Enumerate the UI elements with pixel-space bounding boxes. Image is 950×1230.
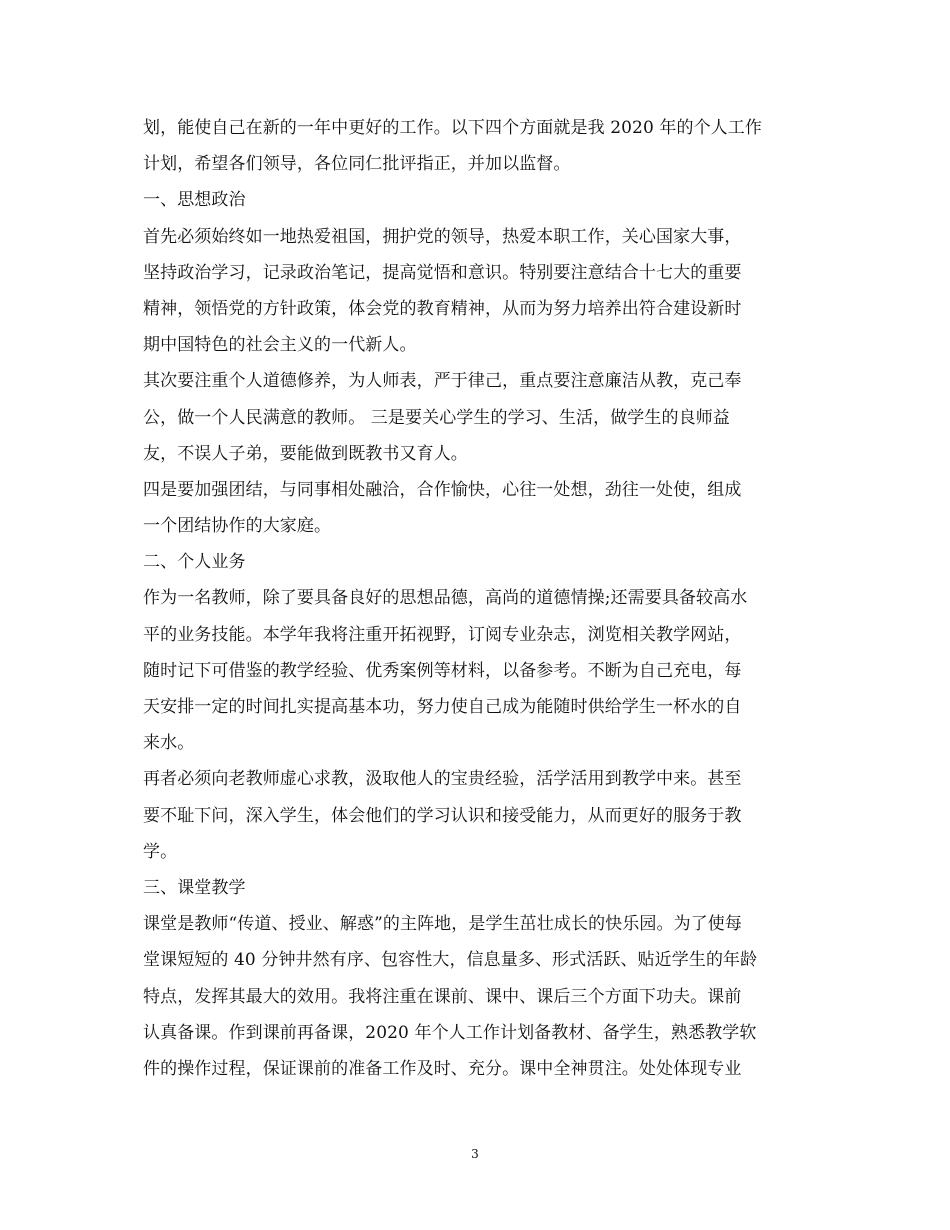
document-body <box>143 110 808 1087</box>
page-number: 3 <box>471 1147 479 1161</box>
text-line: 学。 <box>143 841 178 862</box>
text-line: 作为一名教师，除了要具备良好的思想品德，高尚的道德情操;还需要具备较高水 <box>143 588 748 609</box>
text-line: 来水。 <box>143 733 195 754</box>
text-line: 再者必须向老教师虚心求教，汲取他人的宝贵经验，活学活用到教学中来。甚至 <box>143 769 742 790</box>
text-line: 随时记下可借鉴的教学经验、优秀案例等材料，以备参考。不断为自己充电，每 <box>143 660 742 681</box>
text-line: 四是要加强团结，与同事相处融洽，合作愉快，心往一处想，劲往一处使，组成 <box>143 479 742 500</box>
text-line: 天安排一定的时间扎实提高基本功，努力使自己成为能随时供给学生一杯水的自 <box>143 697 742 717</box>
text-line: 课堂是教师“传道、授业、解惑”的主阵地，是学生茁壮成长的快乐园。为了使每 <box>143 914 742 935</box>
text-line: 期中国特色的社会主义的一代新人。 <box>143 335 417 356</box>
text-line: 特点，发挥其最大的效用。我将注重在课前、课中、课后三个方面下功夫。课前 <box>143 986 742 1007</box>
text-line: 公，做一个人民满意的教师。 三是要关心学生的学习、生活，做学生的良师益 <box>143 407 730 428</box>
text-line: 要不耻下问，深入学生，体会他们的学习认识和接受能力，从而更好的服务于教 <box>143 805 742 826</box>
text-line: 友，不误人子弟，要能做到既教书又育人。 <box>143 443 468 464</box>
text-line: 堂课短短的 40 分钟井然有序、包容性大，信息量多、形式活跃、贴近学生的年龄 <box>143 950 758 971</box>
text-line: 一个团结协作的大家庭。 <box>143 516 332 537</box>
text-line: 认真备课。作到课前再备课，2020 年个人工作计划备教材、备学生，熟悉教学软 <box>143 1022 757 1043</box>
text-line: 三、课堂教学 <box>143 877 246 898</box>
text-line: 精神，领悟党的方针政策，体会党的教育精神，从而为努力培养出符合建设新时 <box>143 298 742 319</box>
text-line: 二、个人业务 <box>143 552 246 573</box>
text-line: 其次要注重个人道德修养，为人师表，严于律己，重点要注意廉洁从教，克己奉 <box>143 371 742 392</box>
text-line: 一、思想政治 <box>143 190 246 211</box>
text-line: 件的操作过程，保证课前的准备工作及时、充分。课中全神贯注。处处体现专业 <box>143 1058 742 1079</box>
text-line: 平的业务技能。本学年我将注重开拓视野，订阅专业杂志，浏览相关教学网站， <box>143 624 742 645</box>
text-line: 首先必须始终如一地热爱祖国，拥护党的领导，热爱本职工作，关心国家大事， <box>143 226 742 247</box>
text-line: 计划，希望各们领导，各位同仁批评指正，并加以监督。 <box>143 154 571 175</box>
text-line: 坚持政治学习，记录政治笔记，提高觉悟和意识。特别要注意结合十七大的重要 <box>143 262 742 283</box>
text-line: 划，能使自己在新的一年中更好的工作。以下四个方面就是我 2020 年的个人工作 <box>143 118 762 138</box>
